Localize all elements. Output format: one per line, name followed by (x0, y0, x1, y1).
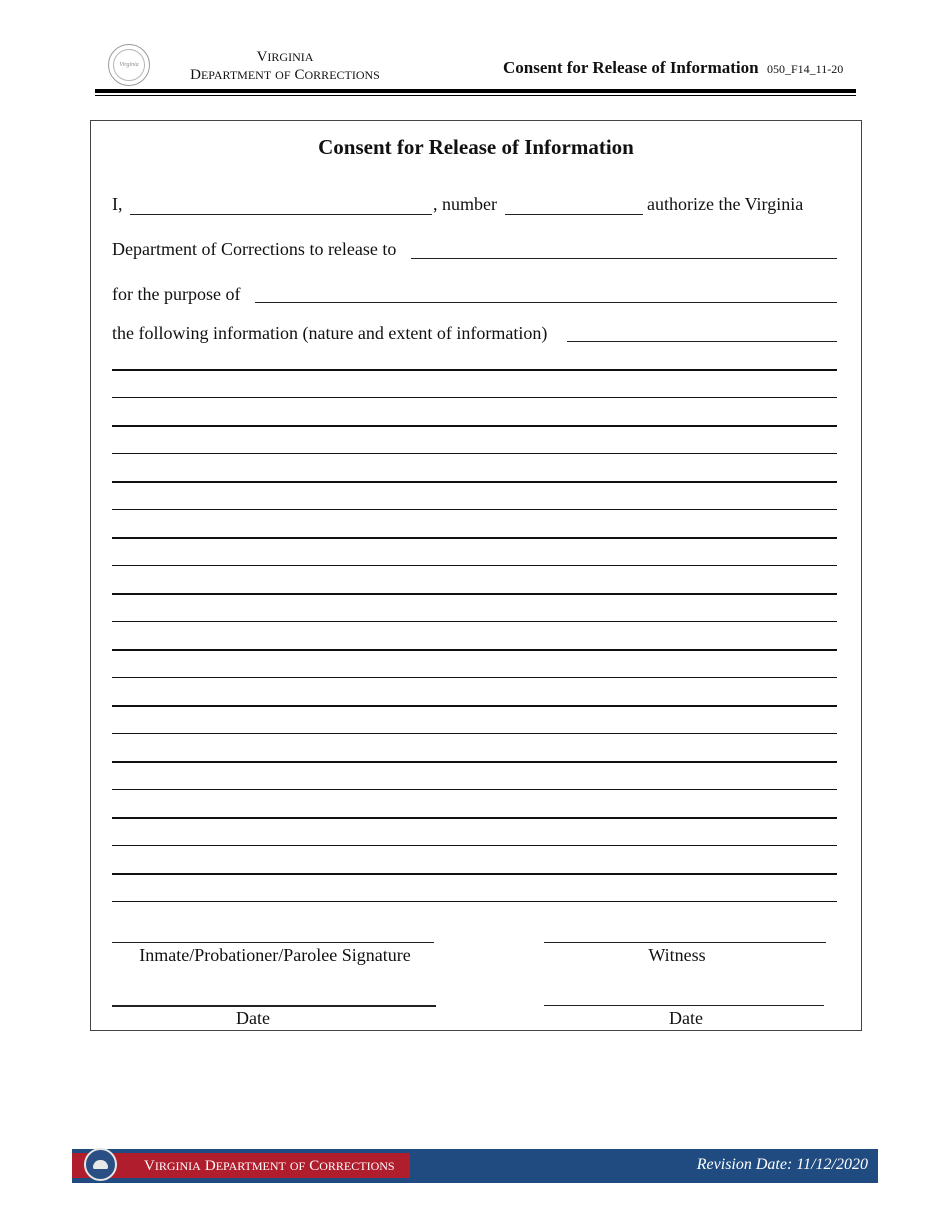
information-line[interactable] (112, 649, 837, 651)
information-line[interactable] (112, 397, 837, 398)
information-line[interactable] (112, 481, 837, 483)
information-line[interactable] (112, 817, 837, 819)
information-line[interactable] (112, 789, 837, 790)
information-line[interactable] (112, 873, 837, 875)
form-title: Consent for Release of Information (318, 135, 634, 159)
revision-date: Revision Date: 11/12/2020 (696, 1156, 868, 1173)
header-divider-thin (95, 95, 856, 96)
row1-prefix: I, (112, 194, 123, 214)
information-line[interactable] (112, 425, 837, 427)
information-line[interactable] (112, 369, 837, 371)
footer-seal-emblem (93, 1160, 108, 1169)
inmate-signature-line[interactable] (112, 942, 434, 943)
purpose-label: for the purpose of (112, 284, 241, 304)
information-line[interactable] (112, 845, 837, 846)
information-line[interactable] (112, 565, 837, 566)
information-line[interactable] (112, 761, 837, 763)
information-line[interactable] (112, 677, 837, 678)
information-field[interactable] (567, 341, 837, 342)
footer-agency-name: VIRGINIA DEPARTMENT OF CORRECTIONS (144, 1158, 395, 1174)
header-form-title: Consent for Release of Information (503, 58, 759, 77)
information-line[interactable] (112, 453, 837, 454)
information-line[interactable] (112, 593, 837, 595)
purpose-field[interactable] (255, 302, 837, 303)
inmate-date-label: Date (236, 1008, 270, 1028)
header-agency-name: VIRGINIA DEPARTMENT OF CORRECTIONS (190, 49, 380, 83)
row1-suffix: authorize the Virginia (647, 194, 804, 214)
seal-text: Virginia (113, 49, 145, 81)
witness-signature-line[interactable] (544, 942, 826, 943)
release-to-field[interactable] (411, 258, 837, 259)
release-to-label: Department of Corrections to release to (112, 239, 397, 259)
witness-date-label: Date (669, 1008, 703, 1028)
inmate-signature-label: Inmate/Probationer/Parolee Signature (139, 945, 411, 965)
header-form-code: 050_F14_11-20 (767, 62, 844, 76)
footer-seal-icon (84, 1148, 117, 1181)
information-line[interactable] (112, 537, 837, 539)
name-field[interactable] (130, 214, 432, 215)
information-label: the following information (nature and extent of information) (112, 323, 548, 343)
information-line[interactable] (112, 705, 837, 707)
witness-label: Witness (648, 945, 706, 965)
row1-middle: , number (433, 194, 497, 214)
information-line[interactable] (112, 509, 837, 510)
witness-date-line[interactable] (544, 1005, 824, 1006)
information-line[interactable] (112, 901, 837, 902)
header-divider-thick (95, 89, 856, 93)
information-line[interactable] (112, 733, 837, 734)
inmate-date-line[interactable] (112, 1005, 436, 1007)
information-line[interactable] (112, 621, 837, 622)
number-field[interactable] (505, 214, 643, 215)
virginia-seal-icon (108, 44, 150, 86)
